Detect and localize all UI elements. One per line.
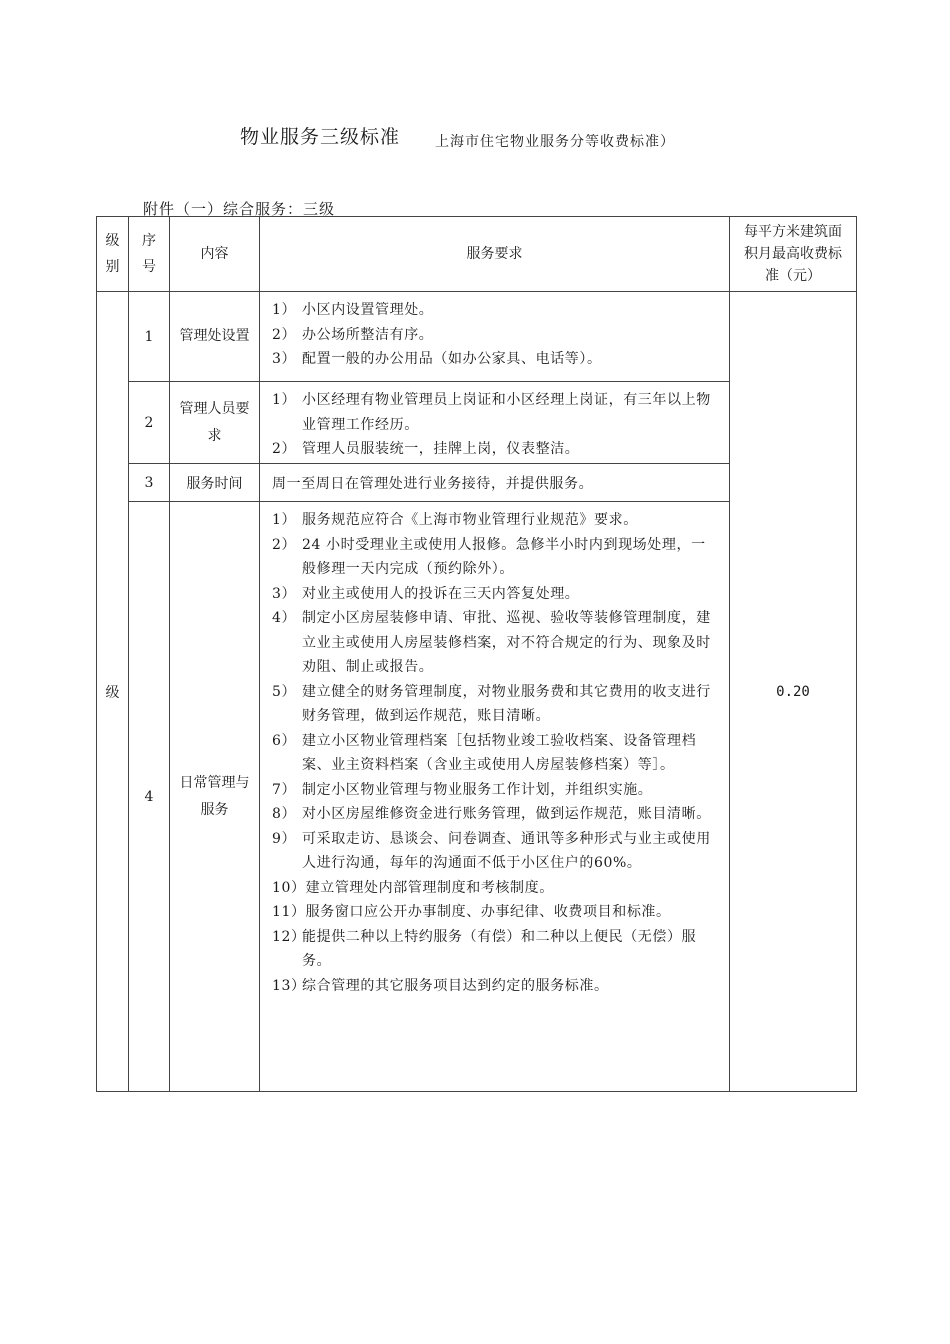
level-cell: 级 bbox=[97, 292, 129, 1092]
requirement-item: 7） 制定小区物业管理与物业服务工作计划，并组织实施。 bbox=[272, 781, 653, 798]
requirement-item: 4） 制定小区房屋装修申请、审批、巡视、验收等装修管理制度，建立业主或使用人房屋装修档案，对不符合规定的行为、现象及时劝阻、制止或报告。 bbox=[272, 610, 711, 675]
row-content: 日常管理与服务 bbox=[170, 502, 260, 1092]
header-fee: 每平方米建筑面积月最高收费标准（元） bbox=[730, 217, 857, 292]
row-number: 3 bbox=[129, 464, 170, 502]
row-content: 服务时间 bbox=[170, 464, 260, 502]
requirement-item: 1） 小区内设置管理处。 bbox=[272, 302, 434, 318]
requirement-item: 10）建立管理处内部管理制度和考核制度。 bbox=[272, 879, 554, 896]
requirement-item: 8） 对小区房屋维修资金进行账务管理，做到运作规范，账目清晰。 bbox=[272, 806, 711, 822]
requirement-item: 3） 配置一般的办公用品（如办公家具、电话等）。 bbox=[272, 351, 602, 367]
table-row bbox=[97, 292, 857, 382]
service-standard-table bbox=[96, 216, 857, 1092]
row-number: 4 bbox=[129, 502, 170, 1092]
attachment-caption: 附件（一）综合服务：三级 bbox=[143, 200, 336, 218]
row-content: 管理人员要求 bbox=[170, 382, 260, 464]
requirement-item: 2） 管理人员服装统一，挂牌上岗，仪表整洁。 bbox=[272, 441, 580, 457]
header-level: 级别 bbox=[97, 217, 129, 292]
row-requirements bbox=[260, 292, 730, 382]
requirement-item: 6） 建立小区物业管理档案［包括物业竣工验收档案、设备管理档案、业主资料档案（含业主或使用人房屋装修档案）等］。 bbox=[272, 732, 697, 773]
row-number: 1 bbox=[129, 292, 170, 382]
requirement-item: 13） 综合管理的其它服务项目达到约定的服务标准。 bbox=[272, 977, 609, 994]
requirement-item: 12） 能提供二种以上特约服务（有偿）和二种以上便民（无偿）服务。 bbox=[272, 928, 697, 969]
requirement-item: 2） 办公场所整洁有序。 bbox=[272, 326, 434, 343]
header-no: 序号 bbox=[129, 217, 170, 292]
requirement-item: 5） 建立健全的财务管理制度，对物业服务费和其它费用的收支进行财务管理，做到运作规范，账目清晰。 bbox=[272, 683, 711, 724]
header-requirements: 服务要求 bbox=[260, 217, 730, 292]
requirement-item: 1） 服务规范应符合《上海市物业管理行业规范》要求。 bbox=[272, 512, 638, 528]
requirement-item: 1） 小区经理有物业管理员上岗证和小区经理上岗证，有三年以上物业管理工作经历。 bbox=[272, 392, 711, 433]
row-content: 管理处设置 bbox=[170, 292, 260, 382]
row-requirements: 周一至周日在管理处进行业务接待，并提供服务。 bbox=[260, 464, 730, 502]
requirement-item: 3） 对业主或使用人的投诉在三天内答复处理。 bbox=[272, 585, 580, 602]
document-title: 物业服务三级标准 bbox=[240, 126, 401, 148]
header-content: 内容 bbox=[170, 217, 260, 292]
row-requirements bbox=[260, 382, 730, 464]
row-number: 2 bbox=[129, 382, 170, 464]
table-header-row bbox=[97, 217, 857, 292]
requirement-item: 2） 24 小时受理业主或使用人报修。急修半小时内到现场处理，一般修理一天内完成（预约除外）。 bbox=[272, 536, 706, 577]
row-requirements bbox=[260, 502, 730, 1092]
requirement-item: 11）服务窗口应公开办事制度、办事纪律、收费项目和标准。 bbox=[272, 904, 671, 920]
fee-cell: 0.20 bbox=[730, 292, 857, 1092]
document-subtitle: 上海市住宅物业服务分等收费标准） bbox=[435, 134, 675, 150]
requirement-item: 9） 可采取走访、恳谈会、问卷调查、通讯等多种形式与业主或使用人进行沟通，每年的沟通面不低于小区住户的60%。 bbox=[272, 830, 711, 871]
